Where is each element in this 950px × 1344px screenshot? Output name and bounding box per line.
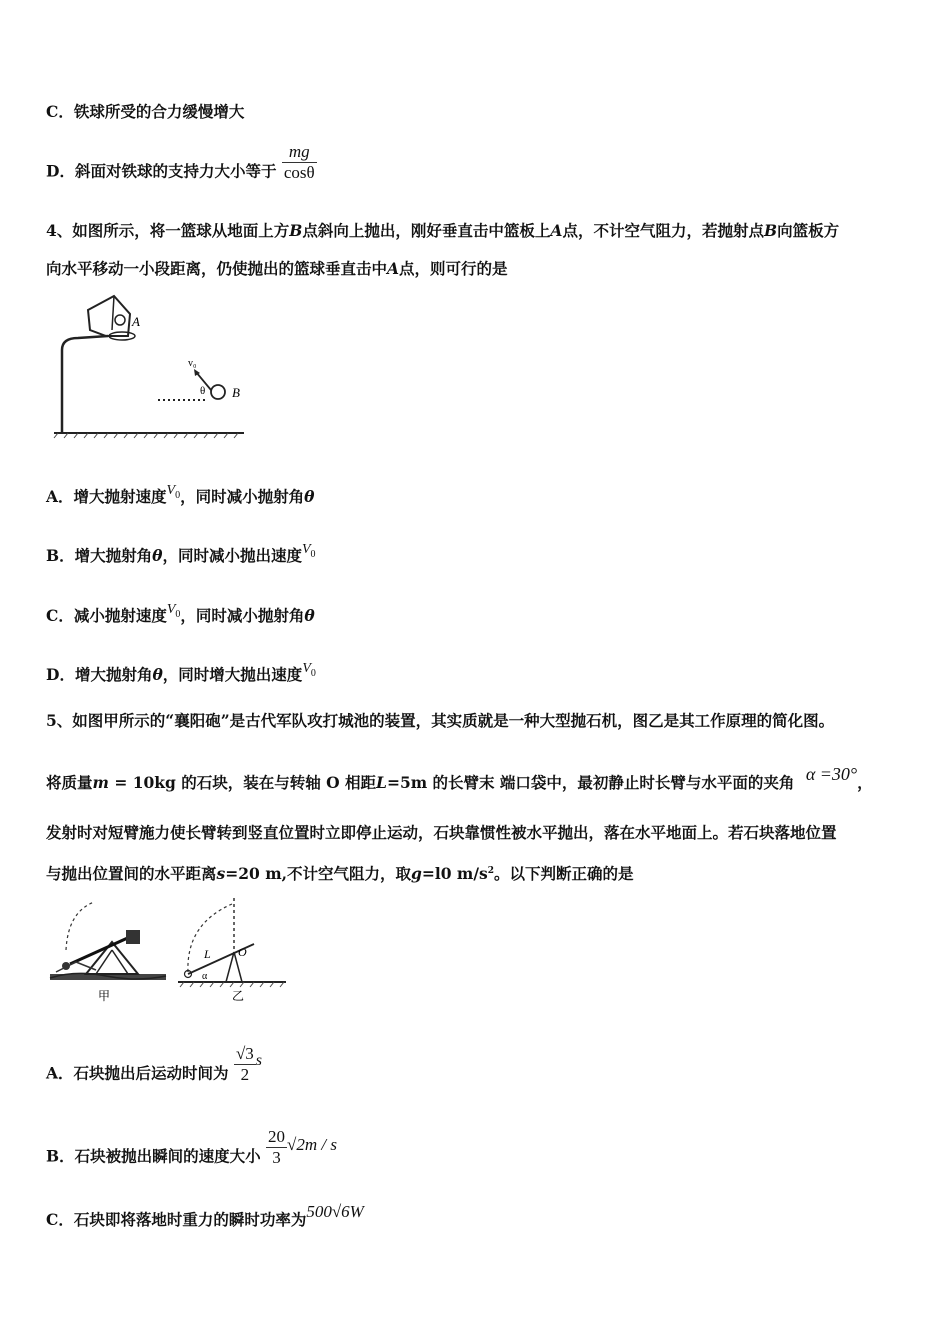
option-text: C．石块即将落地时重力的瞬时功率为 [46, 1210, 307, 1229]
q5-stem-line4 [46, 861, 634, 884]
fraction-numerator: 20 [268, 1127, 286, 1146]
q3-fraction-numerator: mg [282, 142, 317, 163]
q5-stem-text: =20 m,不计空气阻力，取 [225, 864, 412, 884]
option-text: C．减小抛射速度 [46, 606, 167, 625]
alpha-value: α =30° [805, 764, 858, 784]
option-text: ，同时减小抛出速度 [162, 546, 302, 565]
q5-option-a [46, 1044, 263, 1095]
option-text: D．增大抛射角 [46, 665, 153, 684]
length-symbol: L [376, 773, 387, 792]
option-text: ，同时减小抛射角 [180, 606, 305, 625]
label-o: O [238, 945, 247, 959]
q5-stem-line1: 5、如图甲所示的“襄阳砲”是古代军队攻打城池的装置，其实质就是一种大型抛石机，图乙是其工作原理的简化图。 [46, 711, 835, 730]
q5-trebuchet-figure [46, 892, 291, 1004]
q3-option-c: C．铁球所受的合力缓慢增大 [46, 102, 245, 121]
distance-symbol: s [216, 864, 226, 884]
q5-option-c [46, 1202, 364, 1230]
q4-point-a: A [550, 221, 563, 240]
ball-at-b [211, 385, 225, 399]
label-theta: θ [200, 385, 206, 397]
option-text: A．石块抛出后运动时间为 [46, 1063, 229, 1083]
trebuchet-sketch [50, 902, 166, 1003]
q5-stem-line2 [46, 764, 873, 793]
theta-symbol: θ [152, 665, 163, 684]
theta-symbol: θ [304, 487, 315, 506]
velocity-value: √2m / s [287, 1134, 337, 1154]
q4-stem-text: 4、如图所示，将一篮球从地面上方 [46, 221, 290, 240]
q4-stem-text: 点，则可行的是 [399, 259, 508, 278]
q5-stem-text: 。以下判断正确的是 [493, 864, 634, 884]
unit: s [255, 1051, 263, 1069]
v0-symbol: $V_0$ [166, 483, 181, 501]
gravity-symbol: g [411, 864, 422, 884]
q3-option-d-fraction [282, 142, 317, 183]
q4-option-c [46, 602, 315, 633]
q5-option-b-fraction [266, 1127, 287, 1168]
q3-fraction-denominator: cosθ [283, 163, 315, 182]
option-text: ，同时增大抛出速度 [162, 665, 303, 684]
q3-option-d [46, 142, 317, 193]
q4-option-d [46, 661, 316, 692]
q4-basketball-figure [48, 290, 248, 440]
fraction-numerator: √3 [235, 1044, 254, 1063]
option-text: ，同时减小抛射角 [180, 487, 305, 506]
q4-point-b: B [763, 221, 778, 240]
q5-stem-line3: 发射时对短臂施力使长臂转到竖直位置时立即停止运动，石块靠惯性被水平抛出，落在水平地面上。若石块落地位置 [46, 823, 837, 842]
q4-stem-text: 点，不计空气阻力，若抛射点 [562, 221, 764, 240]
label-yi: 乙 [232, 989, 245, 1003]
mass-symbol: m [92, 773, 109, 792]
v0-symbol: $V_0$ [166, 602, 181, 620]
label-b: B [232, 385, 240, 400]
power-value: 500√6W [306, 1202, 364, 1221]
q3-option-d-text: D．斜面对铁球的支持力大小等于 [46, 161, 277, 181]
trebuchet-schematic [178, 898, 286, 1003]
q5-stem-text: =l0 m/s [421, 864, 488, 884]
hoop-pole [62, 336, 108, 433]
q5-stem-text: 将质量 [46, 773, 93, 792]
q4-stem-text: 点斜向上抛出，刚好垂直击中篮板上 [302, 221, 551, 240]
q4-stem-text: 向篮板方 [777, 221, 840, 240]
superscript: 2 [487, 866, 494, 876]
q4-option-b [46, 542, 316, 573]
option-text: B．石块被抛出瞬间的速度大小 [46, 1146, 261, 1166]
q5-stem-text: 与抛出位置间的水平距离 [46, 864, 217, 884]
q5-option-b [46, 1127, 337, 1178]
label-alpha: α [202, 971, 208, 982]
q5-stem-text: ， [857, 773, 873, 792]
v0-symbol: $V_0$ [302, 661, 316, 679]
q5-stem-text: = 10kg 的石块，装在与转轴 O 相距 [108, 773, 377, 792]
fraction-denominator: 2 [240, 1065, 250, 1084]
q4-point-b: B [289, 221, 303, 240]
theta-symbol: θ [152, 546, 163, 565]
option-text: A．增大抛射速度 [46, 487, 167, 506]
q4-stem-line2 [46, 259, 508, 279]
q4-point-a: A [387, 259, 400, 278]
option-text: B．增大抛射角 [46, 546, 153, 565]
fraction-denominator: 3 [272, 1148, 281, 1167]
v0-symbol: $V_0$ [301, 542, 316, 560]
label-l: L [204, 947, 211, 961]
theta-symbol: θ [304, 606, 315, 625]
q4-stem-line1 [46, 221, 839, 241]
q5-stem-text: =5m 的长臂末 端口袋中，最初静止时长臂与水平面的夹角 [386, 773, 795, 792]
ball-at-a [115, 315, 125, 325]
label-a: A [132, 314, 140, 329]
label-jia: 甲 [98, 989, 111, 1003]
label-v0: v₀ [188, 358, 197, 369]
q4-stem-text: 向水平移动一小段距离，仍使抛出的篮球垂直击中 [46, 259, 388, 278]
q4-option-a [46, 483, 315, 514]
q5-option-a-fraction [234, 1044, 256, 1085]
